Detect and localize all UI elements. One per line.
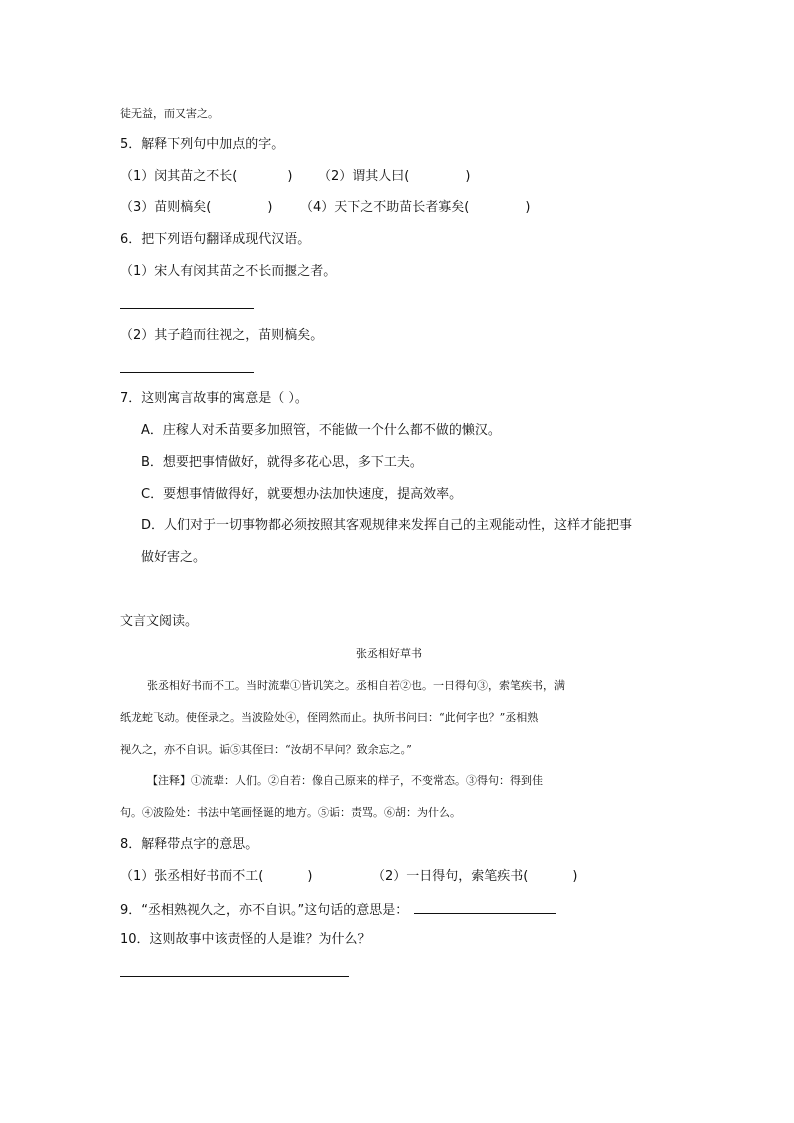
q7-option-d-line-1: D．人们对于一切事物都必须按照其客观规律来发挥自己的主观能动性，这样才能把事 bbox=[141, 518, 633, 533]
q8-item-2-text: （2）一日得句，索笔疾书( bbox=[372, 869, 529, 884]
q5-item-1 bbox=[120, 168, 292, 186]
q9 bbox=[120, 899, 556, 920]
q8-item-2 bbox=[372, 868, 577, 886]
q6-answer-line-1[interactable] bbox=[120, 308, 254, 309]
q6-sentence-2: （2）其子趋而往视之，苗则槁矣。 bbox=[120, 328, 324, 343]
q5-item-2 bbox=[318, 168, 470, 186]
q8-item-1 bbox=[120, 868, 312, 886]
q6-sentence-1: （1）宋人有闵其苗之不长而揠之者。 bbox=[120, 264, 337, 279]
q7-title: 7．这则寓言故事的寓意是（ ）。 bbox=[120, 391, 308, 406]
q10-text: 10．这则故事中该责怪的人是谁？为什么？ bbox=[120, 932, 371, 947]
q5-item-2-text: （2）谓其人曰( bbox=[318, 169, 410, 184]
q6-title: 6．把下列语句翻译成现代汉语。 bbox=[120, 232, 311, 247]
q5-item-3 bbox=[120, 199, 272, 217]
q5-item-4-text: （4）天下之不助苗长者寡矣( bbox=[300, 200, 470, 215]
q5-item-2-close: ) bbox=[465, 169, 471, 184]
section-heading: 文言文阅读。 bbox=[120, 614, 199, 629]
q5-item-1-text: （1）闵其苗之不长( bbox=[120, 169, 238, 184]
q7-option-d-line-2: 做好害之。 bbox=[141, 550, 207, 565]
q5-item-3-close: ) bbox=[267, 200, 273, 215]
q5-item-4 bbox=[300, 199, 530, 217]
q8-title: 8．解释带点字的意思。 bbox=[120, 837, 259, 852]
q9-text: 9．“丞相熟视久之，亦不自识。”这句话的意思是： bbox=[120, 903, 409, 918]
q5-item-3-text: （3）苗则槁矣( bbox=[120, 200, 212, 215]
notes-line-1: 【注释】①流辈：人们。②自若：像自己原来的样子，不变常态。③得句：得到佳 bbox=[147, 774, 543, 787]
q7-option-c: C．要想事情做得好，就要想办法加快速度，提高效率。 bbox=[141, 487, 463, 502]
q8-item-2-close: ) bbox=[572, 869, 578, 884]
q7-option-a: A．庄稼人对禾苗要多加照管，不能做一个什么都不做的懒汉。 bbox=[141, 423, 501, 438]
q5-item-1-close: ) bbox=[287, 169, 293, 184]
q6-answer-line-2[interactable] bbox=[120, 372, 254, 373]
q8-item-1-text: （1）张丞相好书而不工( bbox=[120, 869, 264, 884]
passage-tail: 徒无益，而又害之。 bbox=[120, 107, 219, 120]
passage-line-3: 视久之，亦不自识。诟⑤其侄曰：“汝胡不早问？致余忘之。” bbox=[120, 743, 412, 756]
q8-item-1-close: ) bbox=[307, 869, 313, 884]
passage-line-1: 张丞相好书而不工。当时流辈①皆讥笑之。丞相自若②也。一日得句③，索笔疾书，满 bbox=[147, 679, 565, 692]
passage-title: 张丞相好草书 bbox=[356, 647, 422, 660]
q5-item-4-close: ) bbox=[525, 200, 531, 215]
notes-line-2: 句。④波险处：书法中笔画怪诞的地方。⑤诟：责骂。⑥胡：为什么。 bbox=[120, 806, 461, 819]
q5-title: 5．解释下列句中加点的字。 bbox=[120, 137, 285, 152]
q10-answer-line[interactable] bbox=[120, 976, 349, 977]
q9-answer-line[interactable] bbox=[414, 899, 556, 914]
q7-option-b: B．想要把事情做好，就得多花心思，多下工夫。 bbox=[141, 455, 423, 470]
passage-line-2: 纸龙蛇飞动。使侄录之。当波险处④，侄罔然而止。执所书问曰：“此何字也？”丞相熟 bbox=[120, 711, 539, 724]
